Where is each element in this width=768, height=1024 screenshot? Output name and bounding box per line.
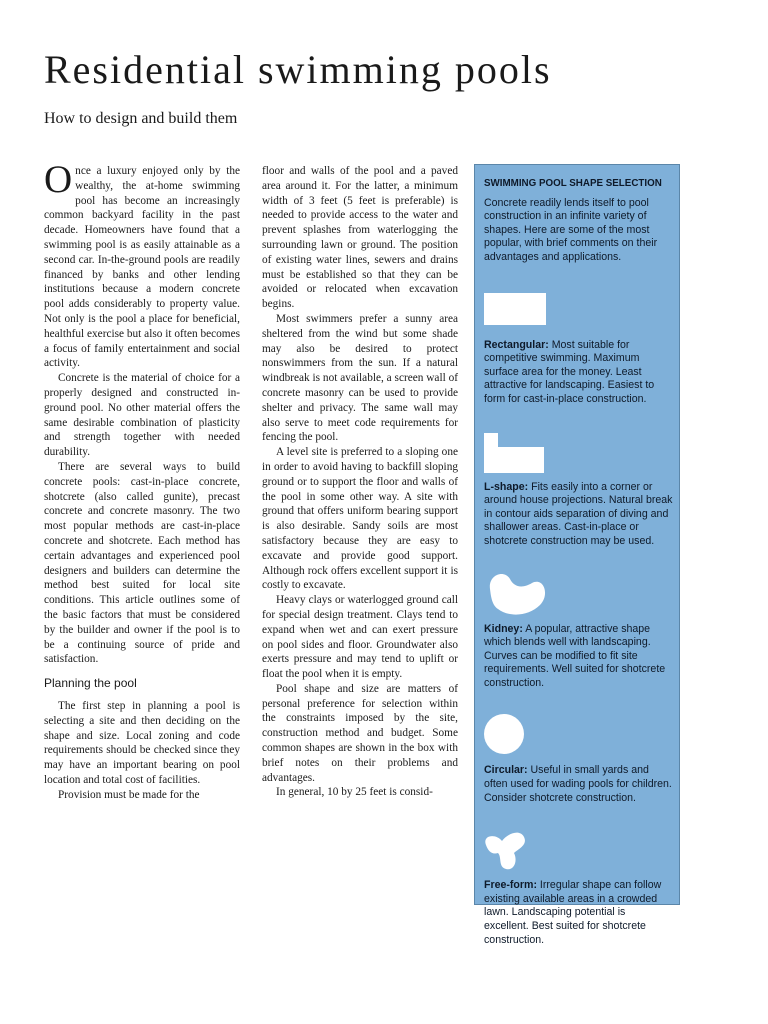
pool-shape-sidebar: [474, 164, 680, 946]
body-paragraph: A level site is preferred to a sloping one in order to avoid having to backfill sloping ground or to support the floor and walls of the pool in some other way. A site with ground that offers uniform bearing support is also desirable. Sandy soils are most satisfactory because they are easy to excavate and provide good support. Although rock offers excellent support it is costly to excavate.: [262, 446, 458, 592]
article-title: Residential swimming pools: [44, 47, 552, 92]
shape-entry-l-shape: L-shape: Fits easily into a corner or around house projections. Natural break in contour aids separation of diving and shallower areas. Cast-in-place or shotcrete construction may be used.: [484, 480, 673, 547]
shape-entry-kidney: Kidney: A popular, attractive shape which blends well with landscaping. Curves can be modified to fit site requirements. Well suited for shotcrete construction.: [484, 622, 666, 689]
text-column-1: [44, 158, 240, 803]
article-subtitle: How to design and build them: [44, 110, 238, 127]
text-column-2: [262, 164, 458, 800]
intro-paragraph-text: nce a luxury enjoyed only by the wealthy, the at-home swimming pool has become an increasingly common backyard facility in the past decade. Homeowners have found that a swimming pool is as easily attainable as a second car. In-the-ground pools are readily financed by banks and other lending institutions because a modern concrete pool adds considerably to property value. Not only is the pool a place for beneficial, healthful exercise but also it often becomes a focus of family entertainment and social activity.: [44, 165, 240, 370]
body-paragraph: Provision must be made for the: [58, 788, 200, 801]
l-shape-icon: [484, 425, 548, 475]
rectangular-shape-icon: [484, 283, 548, 333]
body-paragraph: The first step in planning a pool is selecting a site and then deciding on the shape and size. Local zoning and code requirements should be checked since they may have an important bearing on pool location and total cost of facilities.: [44, 700, 240, 787]
shape-entry-rectangular: Rectangular: Most suitable for competitive swimming. Maximum surface area for the money. Least attractive for landscaping. Easiest to form for cast-in-place construction.: [484, 338, 655, 405]
drop-cap: O: [44, 158, 73, 201]
shape-entry-circular: Circular: Useful in small yards and often used for wading pools for children. Consider shotcrete construction.: [484, 764, 672, 804]
body-paragraph: Pool shape and size are matters of personal preference for selection within the constraints imposed by the site, construction method and budget. Some common shapes are shown in the box with brief notes on their problems and advantages.: [262, 682, 458, 784]
sidebar-title: SWIMMING POOL SHAPE SELECTION: [484, 178, 662, 189]
shape-entry-free-form: Free-form: Irregular shape can follow existing available areas in a crowded lawn. Landscaping potential is excellent. Best suited for shotcrete construction.: [484, 879, 662, 946]
body-paragraph: Most swimmers prefer a sunny area sheltered from the wind but some shade may also be desired to protect nonswimmers from the sun. If a natural windbreak is not available, a screen wall of concrete masonry can be used to provide shelter and privacy. The same wall may also serve to meet code requirements for fencing the pool.: [262, 312, 458, 444]
body-paragraph: floor and walls of the pool and a paved area around it. For the latter, a minimum width of 3 feet (5 feet is preferable) is needed to provide access to the water and prevent splashes from waterlogging the surrounding lawn or ground. The position of existing water lines, sewers and drains must be established so that they can be avoided or relocated when excavation begins.: [262, 165, 458, 311]
intro-paragraph: [44, 158, 240, 371]
body-paragraph: There are several ways to build concrete pools: cast-in-place concrete, shotcrete (also called gunite), precast concrete and concrete masonry. The two most popular methods are cast-in-place concrete and shotcrete. Each method has certain advantages and experienced pool designers and builders can determine the method best suited for local site conditions. This article outlines some of the basic factors that must be considered by the builder and owner if the pool is to be a continuing source of pride and satisfaction.: [44, 460, 240, 666]
body-paragraph: Concrete is the material of choice for a properly designed and constructed in-ground pool. No other material offers the same desirable combination of plasticity and strength together with needed durability.: [44, 372, 240, 459]
sidebar-intro: Concrete readily lends itself to pool construction in an infinite variety of shapes. Here are some of the most popular, with brief comments on their advantages and applications.: [484, 196, 658, 263]
body-paragraph: Heavy clays or waterlogged ground call for special design treatment. Clays tend to expand when wet and can exert pressure on pool sides and floor. Groundwater also exerts pressure and may tend to uplift or float the pool when it is empty.: [262, 594, 458, 681]
body-paragraph: In general, 10 by 25 feet is consid-: [276, 786, 433, 799]
circular-shape-icon: [484, 708, 548, 758]
section-heading-planning: Planning the pool: [44, 676, 137, 691]
kidney-shape-icon: [484, 567, 548, 617]
free-form-shape-icon: [484, 823, 548, 873]
